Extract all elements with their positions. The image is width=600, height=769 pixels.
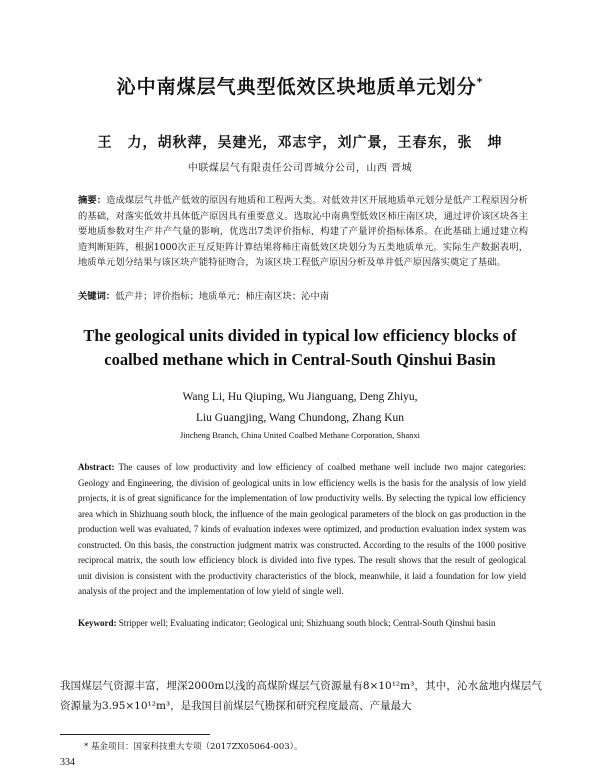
- chinese-keywords: [78, 289, 528, 305]
- body-paragraph: 我国煤层气资源丰富，埋深2000m以浅的高煤阶煤层气资源量有8×10¹²m³，其中，沁水盆地内煤层气资源量为3.95×10¹²m³，是我国目前煤层气勘探和研究程度最高、产量最大: [60, 680, 542, 712]
- title-footnote-mark: *: [476, 75, 484, 89]
- chinese-abstract-text: 造成煤层气井低产低效的原因有地质和工程两大类。对低效井区开展地质单元划分是低产工程原因分析的基础，对落实低效井具体低产原因具有重要意义。选取沁中南典型低效区柿庄南区块，通过评价该区块各主要地质参数对生产井产气量的影响，优选出7类评价指标，构建了产量评价指标体系。在此基础上通过建立构造判断矩阵，根据1000次正互反矩阵计算结果将柿庄南低效区块划分为五类地质单元。实际生产数据表明，地质单元划分结果与该区块产能特征吻合，为该区块工程低产原因分析及单井低产原因落实奠定了基础。: [78, 195, 528, 269]
- english-abstract: [78, 460, 526, 600]
- chinese-keywords-label: 关键词：: [78, 291, 116, 302]
- english-title: [40, 324, 560, 372]
- english-title-line-2: coalbed methane which in Central-South Qinshui Basin: [104, 350, 496, 369]
- chinese-title-text: 沁中南煤层气典型低效区块地质单元划分: [116, 76, 477, 98]
- english-keywords-text: Stripper well; Evaluating indicator; Geological uni; Shizhuang south block; Central-South Qinshui basin: [118, 618, 496, 628]
- footnote-mark: *: [84, 742, 89, 752]
- chinese-keywords-text: 低产井；评价指标；地质单元；柿庄南区块；沁中南: [115, 291, 330, 302]
- footnote-text: 基金项目：国家科技重大专项（2017ZX05064-003）。: [90, 742, 303, 752]
- chinese-title: [0, 72, 600, 99]
- chinese-abstract: [78, 193, 528, 271]
- english-affiliation: Jincheng Branch, China United Coalbed Methane Corporation, Shanxi: [179, 430, 421, 440]
- english-abstract-label: Abstract:: [78, 462, 115, 472]
- english-keywords: [78, 616, 526, 632]
- english-authors-line-1: Wang Li, Hu Qiuping, Wu Jianguang, Deng Zhiyu,: [182, 391, 418, 403]
- footnote: [84, 740, 302, 752]
- chinese-abstract-label: 摘要：: [78, 195, 107, 206]
- english-authors: [0, 387, 600, 429]
- english-authors-line-2: Liu Guangjing, Wang Chundong, Zhang Kun: [195, 412, 405, 424]
- chinese-affiliation: 中联煤层气有限责任公司晋城分公司，山西 晋城: [187, 163, 413, 174]
- english-title-line-1: The geological units divided in typical low efficiency blocks of: [83, 326, 517, 345]
- english-abstract-text: The causes of low productivity and low efficiency of coalbed methane well include two major categories: Geology and Engineering, the division of geological units in low efficiency wells is the basis for the analysis of low yield projects, it is of great significance for the implementation of low productivity wells. By selecting the typical low efficiency area which in Shizhuang south block, the influence of the main geological parameters of the block on gas production in the production well was evaluated, 7 kinds of evaluation indexes were optimized, and production evaluation index system was constructed. On this basis, the construction judgment matrix was constructed. According to the results of the 1000 positive reciprocal matrix, the south low efficiency block is divided into five types. The result shows that the result of geological unit division is consistent with the productivity characteristics of the block, meanwhile, it laid a foundation for low yield analysis of the project and the implementation of low yield of single well.: [78, 462, 527, 596]
- footnote-divider: [60, 734, 210, 735]
- page-number: 334: [60, 757, 75, 768]
- english-keywords-label: Keyword:: [78, 618, 117, 628]
- chinese-authors: 王 力，胡秋萍，吴建光，邓志宇，刘广景，王春东，张 坤: [97, 135, 503, 151]
